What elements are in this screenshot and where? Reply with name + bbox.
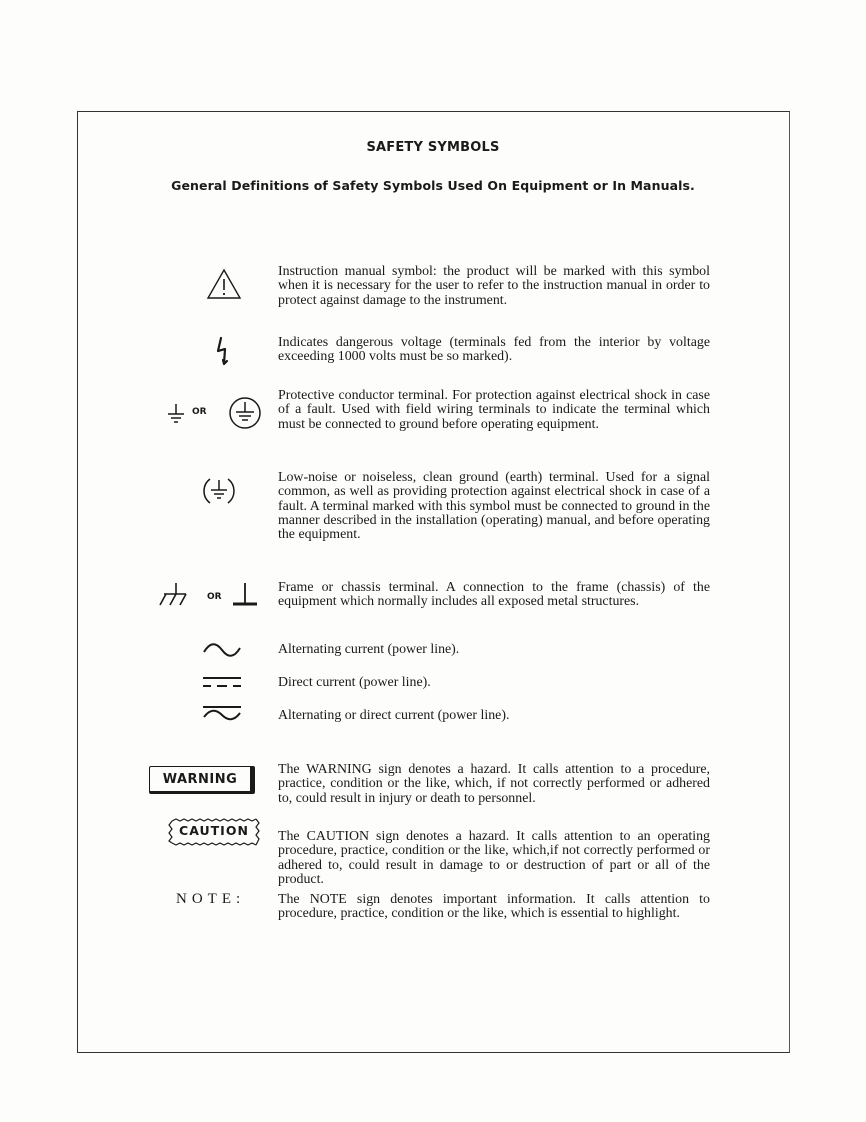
entry-chassis-terminal-text: Frame or chassis terminal. A connection to the frame (chassis) of the equipment which normally includes all exposed metal structures. [278, 580, 710, 610]
entry-dangerous-voltage-text: Indicates dangerous voltage (terminals fed from the interior by voltage exceeding 1000 volts must be so marked). [278, 335, 710, 365]
or-label: OR [207, 592, 222, 602]
chassis-ground-icon [158, 580, 188, 608]
protective-ground-icon [166, 402, 186, 426]
ac-dc-icon [201, 704, 243, 722]
note-label: NOTE: [176, 891, 246, 907]
dc-icon [201, 674, 243, 690]
protective-ground-circled-icon [227, 396, 263, 430]
entry-protective-conductor-text: Protective conductor terminal. For protection against electrical shock in case of a fault. Used with field wiring terminals to indicate the terminal which must be connected to ground before operating equipment. [278, 388, 710, 432]
entry-dc-text: Direct current (power line). [278, 675, 431, 690]
lightning-bolt-icon [215, 336, 235, 366]
or-label: OR [192, 407, 207, 417]
caution-label: CAUTION [179, 823, 249, 838]
clean-ground-icon [201, 474, 237, 508]
note-text: The NOTE sign denotes important information. It calls attention to procedure, practice, condition or the like, which is essential to highlight. [278, 892, 710, 922]
entry-clean-ground-text: Low-noise or noiseless, clean ground (earth) terminal. Used for a signal common, as well as providing protection against electrical shock in case of a fault. A terminal marked with this symbol must be connected to ground in the manner described in the installation (operating) manual, and before operating the equipment. [278, 470, 710, 543]
warning-text: The WARNING sign denotes a hazard. It calls attention to a procedure, practice, condition or the like, which, if not correctly performed or adhered to, could result in injury or death to personnel. [278, 762, 710, 806]
triangle-exclamation-icon [206, 268, 242, 300]
caution-text: The CAUTION sign denotes a hazard. It calls attention to an operating procedure, practice, condition or the like, which,if not correctly performed or adhered to, could result in damage to or destruction of part or all of the product. [278, 829, 710, 887]
entry-ac-dc-text: Alternating or direct current (power line). [278, 708, 510, 723]
page-title: SAFETY SYMBOLS [366, 140, 500, 155]
page-subtitle: General Definitions of Safety Symbols Used On Equipment or In Manuals. [171, 178, 695, 193]
warning-sign: WARNING [149, 766, 255, 794]
frame-terminal-icon [231, 580, 259, 608]
entry-ac-text: Alternating current (power line). [278, 642, 460, 657]
entry-instruction-manual-text: Instruction manual symbol: the product will be marked with this symbol when it is necessary for the user to refer to the instruction manual in order to protect against damage to the instrument. [278, 264, 710, 308]
ac-icon [202, 642, 242, 658]
